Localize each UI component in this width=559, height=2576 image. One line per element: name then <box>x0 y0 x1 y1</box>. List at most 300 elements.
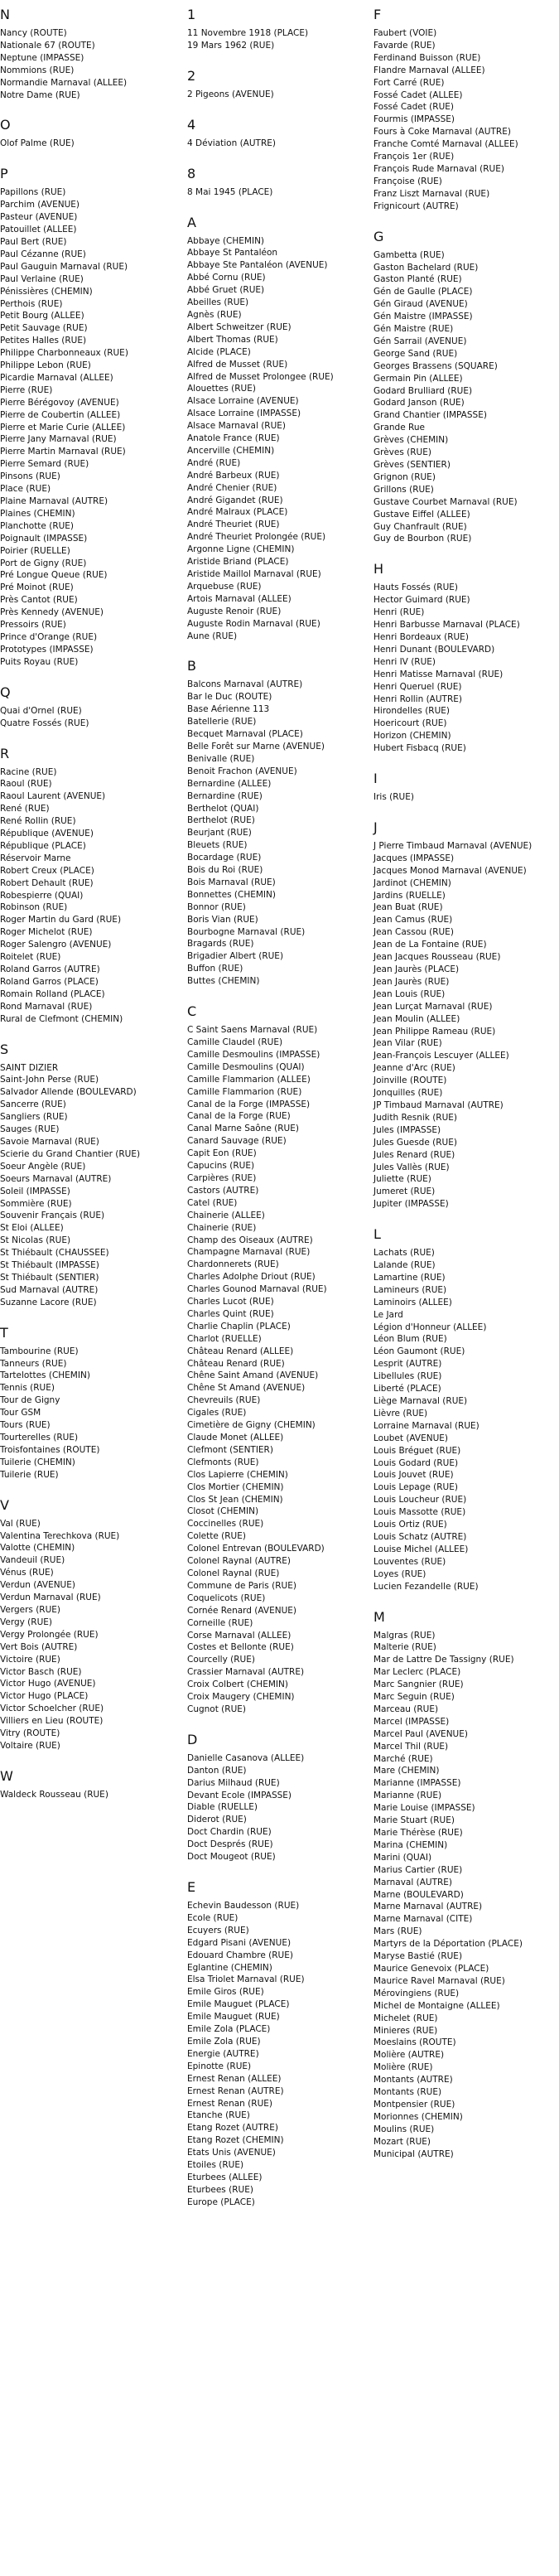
street-item[interactable]: Charlot (RUELLE) <box>187 1333 262 1344</box>
street-item[interactable]: Laminoirs (ALLEE) <box>373 1297 452 1307</box>
street-item[interactable]: Tennis (RUE) <box>0 1383 55 1394</box>
street-item[interactable]: Claude Monet (ALLEE) <box>187 1433 284 1443</box>
street-item[interactable]: Gaston Planté (RUE) <box>373 274 462 285</box>
street-item[interactable]: Lalande (RUE) <box>373 1260 436 1271</box>
street-item[interactable]: Cimetière de Gigny (CHEMIN) <box>187 1420 316 1431</box>
street-item[interactable]: René (RUE) <box>0 804 50 814</box>
street-item[interactable]: Papillons (RUE) <box>0 187 66 198</box>
street-item[interactable]: Françoise (RUE) <box>373 176 442 186</box>
street-item[interactable]: Edgard Pisani (AVENUE) <box>187 1937 292 1948</box>
street-item[interactable]: Parchim (AVENUE) <box>0 200 80 210</box>
street-item[interactable]: Abbaye St Pantaléon <box>187 248 278 259</box>
street-item[interactable]: Marina (CHEMIN) <box>373 1839 448 1850</box>
street-item[interactable]: Bourbogne Marnaval (RUE) <box>187 926 306 937</box>
street-item[interactable]: Doct Chardin (RUE) <box>187 1827 272 1838</box>
street-item[interactable]: Municipal (AUTRE) <box>373 2148 454 2159</box>
street-item[interactable]: Marne (BOULEVARD) <box>373 1889 464 1900</box>
street-item[interactable]: 11 Novembre 1918 (PLACE) <box>187 28 309 38</box>
street-item[interactable]: Rural de Clefmont (CHEMIN) <box>0 1013 123 1024</box>
street-item[interactable]: Gén Maistre (IMPASSE) <box>373 312 473 322</box>
street-item[interactable]: Plaine Marnaval (AUTRE) <box>0 496 108 506</box>
street-item[interactable]: Grèves (CHEMIN) <box>373 435 449 446</box>
street-item[interactable]: Mar de Lattre De Tassigny (RUE) <box>373 1655 514 1665</box>
street-item[interactable]: Pressoirs (RUE) <box>0 620 66 631</box>
street-item[interactable]: Benivalle (RUE) <box>187 753 255 764</box>
street-item[interactable]: Gén de Gaulle (PLACE) <box>373 287 473 297</box>
street-item[interactable]: Jean Moulin (ALLEE) <box>373 1013 460 1024</box>
street-item[interactable]: Marianne (RUE) <box>373 1791 442 1801</box>
street-item[interactable]: Elsa Triolet Marnaval (RUE) <box>187 1974 305 1985</box>
street-item[interactable]: Sud Marnaval (AUTRE) <box>0 1284 99 1295</box>
street-item[interactable]: Tuilerie (RUE) <box>0 1469 59 1480</box>
street-item[interactable]: Pré Moinot (RUE) <box>0 582 74 593</box>
street-item[interactable]: Boris Vian (RUE) <box>187 914 258 925</box>
street-item[interactable]: Molière (AUTRE) <box>373 2050 445 2061</box>
street-item[interactable]: Base Aérienne 113 <box>187 704 270 715</box>
street-item[interactable]: Hoericourt (RUE) <box>373 718 447 729</box>
street-item[interactable]: Vergers (RUE) <box>0 1604 61 1615</box>
street-item[interactable]: Chardonnerets (RUE) <box>187 1259 279 1270</box>
street-item[interactable]: Roger Salengro (AVENUE) <box>0 940 112 950</box>
street-item[interactable]: Louis Massotte (RUE) <box>373 1507 466 1518</box>
street-item[interactable]: Catel (RUE) <box>187 1197 238 1208</box>
street-item[interactable]: Le Jard <box>373 1309 403 1320</box>
street-item[interactable]: Canal Marne Saône (RUE) <box>187 1124 299 1134</box>
street-item[interactable]: Corse Marnaval (ALLEE) <box>187 1630 292 1641</box>
street-item[interactable]: Bragards (RUE) <box>187 939 254 950</box>
street-item[interactable]: Victor Hugo (PLACE) <box>0 1691 89 1702</box>
street-item[interactable]: Auguste Rodin Marnaval (RUE) <box>187 618 320 629</box>
street-item[interactable]: Loyes (RUE) <box>373 1568 426 1579</box>
street-item[interactable]: Alcide (PLACE) <box>187 346 251 357</box>
street-item[interactable]: Michel de Montaigne (ALLEE) <box>373 2000 500 2011</box>
street-item[interactable]: Juliette (RUE) <box>373 1174 431 1185</box>
street-item[interactable]: Roland Garros (AUTRE) <box>0 964 100 974</box>
street-item[interactable]: Emile Zola (RUE) <box>187 2036 261 2047</box>
street-item[interactable]: Nationale 67 (ROUTE) <box>0 40 95 51</box>
street-item[interactable]: Clefmont (SENTIER) <box>187 1444 273 1455</box>
street-item[interactable]: Molière (RUE) <box>373 2062 433 2073</box>
street-item[interactable]: Pierre Semard (RUE) <box>0 459 89 470</box>
street-item[interactable]: Bocardage (RUE) <box>187 853 262 863</box>
street-item[interactable]: Jumeret (RUE) <box>373 1187 436 1197</box>
street-item[interactable]: Port de Gigny (RUE) <box>0 558 87 568</box>
street-item[interactable]: Ernest Renan (RUE) <box>187 2098 272 2109</box>
street-item[interactable]: Vergy Prolongée (RUE) <box>0 1629 99 1640</box>
street-item[interactable]: Charlie Chaplin (PLACE) <box>187 1321 291 1331</box>
street-item[interactable]: Horizon (CHEMIN) <box>373 731 451 742</box>
street-item[interactable]: Abbaye Ste Pantaléon (AVENUE) <box>187 260 328 271</box>
street-item[interactable]: Raoul (RUE) <box>0 779 52 790</box>
street-item[interactable]: Grande Rue <box>373 423 425 433</box>
street-item[interactable]: Grand Chantier (IMPASSE) <box>373 410 487 421</box>
street-item[interactable]: Cornée Renard (AVENUE) <box>187 1605 297 1616</box>
street-item[interactable]: Ernest Renan (AUTRE) <box>187 2085 284 2096</box>
street-item[interactable]: Liberté (PLACE) <box>373 1384 441 1394</box>
street-item[interactable]: Olof Palme (RUE) <box>0 138 75 149</box>
street-item[interactable]: Frignicourt (AUTRE) <box>373 201 459 211</box>
street-item[interactable]: Jean Jaurès (RUE) <box>373 976 450 987</box>
street-item[interactable]: Pierre et Marie Curie (ALLEE) <box>0 422 126 433</box>
street-item[interactable]: Jardins (RUELLE) <box>373 890 446 901</box>
street-item[interactable]: Montants (AUTRE) <box>373 2075 453 2085</box>
street-item[interactable]: Nommions (RUE) <box>0 65 75 75</box>
street-item[interactable]: Tanneurs (RUE) <box>0 1358 67 1369</box>
street-item[interactable]: Batellerie (RUE) <box>187 717 257 727</box>
street-item[interactable]: Henri IV (RUE) <box>373 656 436 667</box>
street-item[interactable]: Pinsons (RUE) <box>0 471 60 482</box>
street-item[interactable]: Normandie Marnaval (ALLEE) <box>0 77 128 88</box>
street-item[interactable]: Marc Sangnier (RUE) <box>373 1679 464 1690</box>
street-item[interactable]: Chêne Saint Amand (AVENUE) <box>187 1370 319 1381</box>
street-item[interactable]: Bar le Duc (ROUTE) <box>187 692 272 703</box>
street-item[interactable]: Artois Marnaval (ALLEE) <box>187 593 292 604</box>
street-item[interactable]: Bernardine (ALLEE) <box>187 778 272 789</box>
street-item[interactable]: Fort Carré (RUE) <box>373 77 445 88</box>
street-item[interactable]: Fours à Coke Marnaval (AUTRE) <box>373 127 511 138</box>
street-item[interactable]: Cugnot (RUE) <box>187 1704 246 1714</box>
street-item[interactable]: Henri Barbusse Marnaval (PLACE) <box>373 620 520 631</box>
street-item[interactable]: Iris (RUE) <box>373 792 414 803</box>
street-item[interactable]: Alsace Marnaval (RUE) <box>187 421 287 432</box>
street-item[interactable]: Brigadier Albert (RUE) <box>187 951 284 962</box>
street-item[interactable]: Marc Seguin (RUE) <box>373 1692 455 1703</box>
street-item[interactable]: Buffon (RUE) <box>187 964 243 974</box>
street-item[interactable]: Godard Brulliard (RUE) <box>373 385 473 396</box>
street-item[interactable]: Place (RUE) <box>0 484 51 495</box>
street-item[interactable]: Carpières (RUE) <box>187 1172 257 1183</box>
street-item[interactable]: Près Cantot (RUE) <box>0 595 78 606</box>
street-item[interactable]: Jonquilles (RUE) <box>373 1088 443 1099</box>
street-item[interactable]: Jean de La Fontaine (RUE) <box>373 940 487 950</box>
street-item[interactable]: Paul Cézanne (RUE) <box>0 249 86 259</box>
street-item[interactable]: Louise Michel (ALLEE) <box>373 1544 469 1554</box>
street-item[interactable]: Lièvre (RUE) <box>373 1408 428 1418</box>
street-item[interactable]: Faubert (VOIE) <box>373 28 437 38</box>
street-item[interactable]: Patouillet (ALLEE) <box>0 225 77 235</box>
street-item[interactable]: Courcelly (RUE) <box>187 1655 255 1665</box>
street-item[interactable]: Marceau (RUE) <box>373 1704 439 1714</box>
street-item[interactable]: Waldeck Rousseau (RUE) <box>0 1789 108 1800</box>
street-item[interactable]: Marius Cartier (RUE) <box>373 1864 463 1875</box>
street-item[interactable]: C Saint Saens Marnaval (RUE) <box>187 1025 318 1036</box>
street-item[interactable]: Clos Lapierre (CHEMIN) <box>187 1469 288 1480</box>
street-item[interactable]: Emile Giros (RUE) <box>187 1987 264 1998</box>
street-item[interactable]: Clefmonts (RUE) <box>187 1457 259 1467</box>
street-item[interactable]: Marie Stuart (RUE) <box>373 1815 455 1826</box>
street-item[interactable]: Chevreuils (RUE) <box>187 1395 261 1406</box>
street-item[interactable]: Planchotte (RUE) <box>0 520 75 531</box>
street-item[interactable]: René Rollin (RUE) <box>0 816 76 827</box>
street-item[interactable]: Auguste Renoir (RUE) <box>187 606 282 616</box>
street-item[interactable]: Liège Marnaval (RUE) <box>373 1396 468 1406</box>
street-item[interactable]: Echevin Baudesson (RUE) <box>187 1901 300 1911</box>
street-item[interactable]: Lamineurs (RUE) <box>373 1284 447 1295</box>
street-item[interactable]: Guy Chanfrault (RUE) <box>373 521 467 532</box>
street-item[interactable]: Racine (RUE) <box>0 766 57 777</box>
street-item[interactable]: Berthelot (RUE) <box>187 815 255 826</box>
street-item[interactable]: Nancy (ROUTE) <box>0 28 67 38</box>
street-item[interactable]: Pierre Bérégovoy (AVENUE) <box>0 397 119 408</box>
street-item[interactable]: Pierre Jany Marnaval (RUE) <box>0 434 117 445</box>
street-item[interactable]: Edouard Chambre (RUE) <box>187 1950 293 1960</box>
street-item[interactable]: 19 Mars 1962 (RUE) <box>187 40 275 51</box>
street-item[interactable]: Légion d'Honneur (ALLEE) <box>373 1322 487 1332</box>
street-item[interactable]: Maurice Ravel Marnaval (RUE) <box>373 1975 505 1986</box>
street-item[interactable]: Vénus (RUE) <box>0 1568 54 1578</box>
street-item[interactable]: Europe (PLACE) <box>187 2197 255 2207</box>
street-item[interactable]: Grèves (SENTIER) <box>373 460 451 470</box>
street-item[interactable]: Valotte (CHEMIN) <box>0 1543 75 1554</box>
street-item[interactable]: Val (RUE) <box>0 1518 41 1529</box>
street-item[interactable]: Mozart (RUE) <box>373 2136 431 2147</box>
street-item[interactable]: Camille Claudel (RUE) <box>187 1037 283 1047</box>
street-item[interactable]: 2 Pigeons (AVENUE) <box>187 89 274 99</box>
street-item[interactable]: Rond Marnaval (RUE) <box>0 1001 93 1012</box>
street-item[interactable]: Franche Comté Marnaval (ALLEE) <box>373 139 518 150</box>
street-item[interactable]: Albert Schweitzer (RUE) <box>187 321 292 332</box>
street-item[interactable]: Marne Marnaval (AUTRE) <box>373 1902 483 1912</box>
street-item[interactable]: Marché (RUE) <box>373 1753 433 1764</box>
street-item[interactable]: Quatre Fossés (RUE) <box>0 718 89 728</box>
street-item[interactable]: Georges Brassens (SQUARE) <box>373 360 498 371</box>
street-item[interactable]: Argonne Ligne (CHEMIN) <box>187 544 295 555</box>
street-item[interactable]: Beurjant (RUE) <box>187 828 252 839</box>
street-item[interactable]: Gambetta (RUE) <box>373 249 445 260</box>
street-item[interactable]: Louis Bréguet (RUE) <box>373 1445 461 1456</box>
street-item[interactable]: Henri Bordeaux (RUE) <box>373 631 469 642</box>
street-item[interactable]: Bois du Roi (RUE) <box>187 865 263 876</box>
street-item[interactable]: Valentina Terechkova (RUE) <box>0 1530 120 1541</box>
street-item[interactable]: Ernest Renan (ALLEE) <box>187 2073 282 2084</box>
street-item[interactable]: 8 Mai 1945 (PLACE) <box>187 186 273 197</box>
street-item[interactable]: Abeilles (RUE) <box>187 297 249 308</box>
street-item[interactable]: Aristide Briand (PLACE) <box>187 557 289 568</box>
street-item[interactable]: Eglantine (CHEMIN) <box>187 1962 272 1973</box>
street-item[interactable]: Pierre Martin Marnaval (RUE) <box>0 447 126 457</box>
street-item[interactable]: Robert Dehault (RUE) <box>0 877 94 888</box>
street-item[interactable]: Ferdinand Buisson (RUE) <box>373 52 481 63</box>
street-item[interactable]: Marie Louise (IMPASSE) <box>373 1803 475 1814</box>
street-item[interactable]: Belle Forêt sur Marne (AVENUE) <box>187 741 325 752</box>
street-item[interactable]: Léon Gaumont (RUE) <box>373 1346 465 1357</box>
street-item[interactable]: Etanche (RUE) <box>187 2110 250 2121</box>
street-item[interactable]: George Sand (RUE) <box>373 348 458 359</box>
street-item[interactable]: Vitry (ROUTE) <box>0 1728 60 1739</box>
street-item[interactable]: Paul Verlaine (RUE) <box>0 273 84 284</box>
street-item[interactable]: Roger Martin du Gard (RUE) <box>0 915 122 926</box>
street-item[interactable]: Closot (CHEMIN) <box>187 1506 259 1517</box>
street-item[interactable]: Jules Guesde (RUE) <box>373 1137 457 1148</box>
street-item[interactable]: Victoire (RUE) <box>0 1654 60 1665</box>
street-item[interactable]: Soeurs Marnaval (AUTRE) <box>0 1173 112 1184</box>
street-item[interactable]: Tartelottes (CHEMIN) <box>0 1370 90 1381</box>
street-item[interactable]: Petites Halles (RUE) <box>0 336 87 346</box>
street-item[interactable]: Vert Bois (AUTRE) <box>0 1641 78 1652</box>
street-item[interactable]: Camille Desmoulins (QUAI) <box>187 1061 305 1072</box>
street-item[interactable]: Diderot (RUE) <box>187 1815 247 1825</box>
street-item[interactable]: Jeanne d'Arc (RUE) <box>373 1063 455 1074</box>
street-item[interactable]: André Malraux (PLACE) <box>187 507 288 518</box>
street-item[interactable]: Favarde (RUE) <box>373 40 436 51</box>
street-item[interactable]: Roitelet (RUE) <box>0 952 61 963</box>
street-item[interactable]: Grignon (RUE) <box>373 471 436 482</box>
street-item[interactable]: Lachats (RUE) <box>373 1248 435 1259</box>
street-item[interactable]: Philippe Charbonneaux (RUE) <box>0 348 128 359</box>
street-item[interactable]: Epinotte (RUE) <box>187 2061 252 2071</box>
street-item[interactable]: Marini (QUAI) <box>373 1852 432 1863</box>
street-item[interactable]: Godard Janson (RUE) <box>373 398 465 408</box>
street-item[interactable]: Henri (RUE) <box>373 607 425 618</box>
street-item[interactable]: Guy de Bourbon (RUE) <box>373 534 472 544</box>
street-item[interactable]: Alouettes (RUE) <box>187 384 256 394</box>
street-item[interactable]: Henri Dunant (BOULEVARD) <box>373 644 495 655</box>
street-item[interactable]: Grillons (RUE) <box>373 484 434 495</box>
street-item[interactable]: Henri Matisse Marnaval (RUE) <box>373 669 504 679</box>
street-item[interactable]: Cigales (RUE) <box>187 1408 247 1418</box>
street-item[interactable]: St Thiébault (CHAUSSEE) <box>0 1248 109 1259</box>
street-item[interactable]: Fossé Cadet (ALLEE) <box>373 89 463 100</box>
street-item[interactable]: Petit Bourg (ALLEE) <box>0 311 84 321</box>
street-item[interactable]: Jean Camus (RUE) <box>373 915 453 926</box>
street-item[interactable]: Jean Buat (RUE) <box>373 902 443 913</box>
street-item[interactable]: Eturbees (ALLEE) <box>187 2172 263 2182</box>
street-item[interactable]: Sangliers (RUE) <box>0 1112 68 1123</box>
street-item[interactable]: St Nicolas (RUE) <box>0 1235 71 1246</box>
street-item[interactable]: Morionnes (CHEMIN) <box>373 2111 463 2122</box>
street-item[interactable]: Malterie (RUE) <box>373 1642 436 1653</box>
street-item[interactable]: Doct Mougeot (RUE) <box>187 1852 276 1863</box>
street-item[interactable]: Champ des Oiseaux (AUTRE) <box>187 1235 313 1245</box>
street-item[interactable]: Jean Lurçat Marnaval (RUE) <box>373 1001 493 1012</box>
street-item[interactable]: André Theuriet Prolongée (RUE) <box>187 532 326 543</box>
street-item[interactable]: Petit Sauvage (RUE) <box>0 323 88 334</box>
street-item[interactable]: Commune de Paris (RUE) <box>187 1580 296 1591</box>
street-item[interactable]: Canal de la Forge (IMPASSE) <box>187 1099 311 1109</box>
street-item[interactable]: Robert Creux (PLACE) <box>0 865 94 876</box>
street-item[interactable]: Gén Maistre (RUE) <box>373 324 454 335</box>
street-item[interactable]: Berthelot (QUAI) <box>187 803 259 814</box>
street-item[interactable]: Alfred de Musset Prolongee (RUE) <box>187 371 334 382</box>
street-item[interactable]: Joinville (ROUTE) <box>373 1075 447 1086</box>
street-item[interactable]: Perthois (RUE) <box>0 298 63 309</box>
street-item[interactable]: Louis Loucheur (RUE) <box>373 1495 467 1505</box>
street-item[interactable]: Loubet (AVENUE) <box>373 1433 449 1443</box>
street-item[interactable]: Neptune (IMPASSE) <box>0 52 84 63</box>
street-item[interactable]: Pierre de Coubertin (ALLEE) <box>0 409 121 420</box>
street-item[interactable]: Jules Vallès (RUE) <box>373 1162 450 1172</box>
street-item[interactable]: Salvador Allende (BOULEVARD) <box>0 1087 137 1098</box>
street-item[interactable]: Abbé Cornu (RUE) <box>187 273 266 283</box>
street-item[interactable]: Coquelicots (RUE) <box>187 1592 266 1603</box>
street-item[interactable]: Voltaire (RUE) <box>0 1740 60 1751</box>
street-item[interactable]: Tour de Gigny <box>0 1395 60 1406</box>
street-item[interactable]: Martyrs de la Déportation (PLACE) <box>373 1939 523 1950</box>
street-item[interactable]: Mérovingiens (RUE) <box>373 1988 460 1998</box>
street-item[interactable]: Raoul Laurent (AVENUE) <box>0 791 106 802</box>
street-item[interactable]: Prototypes (IMPASSE) <box>0 644 94 655</box>
street-item[interactable]: Près Kennedy (AVENUE) <box>0 607 104 618</box>
street-item[interactable]: Gén Giraud (AVENUE) <box>373 299 468 310</box>
street-item[interactable]: Doct Després (RUE) <box>187 1839 273 1850</box>
street-item[interactable]: Roger Michelot (RUE) <box>0 927 93 938</box>
street-item[interactable]: Château Renard (RUE) <box>187 1358 285 1369</box>
street-item[interactable]: Michelet (RUE) <box>373 2013 438 2023</box>
street-item[interactable]: Ancerville (CHEMIN) <box>187 445 275 456</box>
street-item[interactable]: Louis Lepage (RUE) <box>373 1482 458 1493</box>
street-item[interactable]: Hubert Fisbacq (RUE) <box>373 743 466 754</box>
street-item[interactable]: Charles Adolphe Driout (RUE) <box>187 1272 316 1283</box>
street-item[interactable]: Henri Rollin (AUTRE) <box>373 694 462 704</box>
street-item[interactable]: Mare (CHEMIN) <box>373 1766 440 1776</box>
street-item[interactable]: François Rude Marnaval (RUE) <box>373 163 504 174</box>
street-item[interactable]: Canard Sauvage (RUE) <box>187 1136 287 1147</box>
street-item[interactable]: Lorraine Marnaval (RUE) <box>373 1420 479 1431</box>
street-item[interactable]: Bois Marnaval (RUE) <box>187 877 276 887</box>
street-item[interactable]: Vergy (RUE) <box>0 1617 52 1627</box>
street-item[interactable]: Eturbees (RUE) <box>187 2184 253 2195</box>
street-item[interactable]: Alsace Lorraine (AVENUE) <box>187 396 299 407</box>
street-item[interactable]: Benoit Frachon (AVENUE) <box>187 766 297 776</box>
street-item[interactable]: Marne Marnaval (CITE) <box>373 1914 473 1925</box>
street-item[interactable]: Henri Queruel (RUE) <box>373 681 462 692</box>
street-item[interactable]: Savoie Marnaval (RUE) <box>0 1136 99 1147</box>
street-item[interactable]: Poignault (IMPASSE) <box>0 533 88 544</box>
street-item[interactable]: Albert Thomas (RUE) <box>187 334 278 345</box>
street-item[interactable]: Alfred de Musset (RUE) <box>187 359 288 370</box>
street-item[interactable]: Charles Quint (RUE) <box>187 1308 274 1319</box>
street-item[interactable]: Marcel Paul (AVENUE) <box>373 1728 468 1739</box>
street-item[interactable]: Paul Gauguin Marnaval (RUE) <box>0 261 128 272</box>
street-item[interactable]: Château Renard (ALLEE) <box>187 1346 294 1356</box>
street-item[interactable]: Jean-François Lescuyer (ALLEE) <box>373 1051 509 1061</box>
street-item[interactable]: Marie Thérèse (RUE) <box>373 1828 463 1838</box>
street-item[interactable]: Colonel Entrevan (BOULEVARD) <box>187 1544 325 1554</box>
street-item[interactable]: Hauts Fossés (RUE) <box>373 582 459 593</box>
street-item[interactable]: Jacques (IMPASSE) <box>373 853 455 863</box>
street-item[interactable]: Jean Cassou (RUE) <box>373 927 454 938</box>
street-item[interactable]: Sancerre (RUE) <box>0 1100 66 1110</box>
street-item[interactable]: Soeur Angèle (RUE) <box>0 1161 86 1172</box>
street-item[interactable]: Libellules (RUE) <box>373 1371 442 1382</box>
street-item[interactable]: Quai d'Ornel (RUE) <box>0 705 82 716</box>
street-item[interactable]: Chainerie (RUE) <box>187 1222 257 1233</box>
street-item[interactable]: Hector Guimard (RUE) <box>373 595 470 606</box>
street-item[interactable]: Sommière (RUE) <box>0 1198 72 1209</box>
street-item[interactable]: André (RUE) <box>187 457 241 468</box>
street-item[interactable]: Philippe Lebon (RUE) <box>0 360 91 371</box>
street-item[interactable]: Jardinot (CHEMIN) <box>373 877 451 888</box>
street-item[interactable]: Léon Blum (RUE) <box>373 1334 447 1345</box>
street-item[interactable]: SAINT DIZIER <box>0 1062 59 1073</box>
street-item[interactable]: Lucien Fezandelle (RUE) <box>373 1581 479 1592</box>
street-item[interactable]: Etoiles (RUE) <box>187 2160 244 2171</box>
street-item[interactable]: Mar Leclerc (PLACE) <box>373 1667 461 1678</box>
street-item[interactable]: Robespierre (QUAI) <box>0 890 84 901</box>
street-item[interactable]: Colonel Raynal (RUE) <box>187 1568 280 1578</box>
street-item[interactable]: Jean Philippe Rameau (RUE) <box>373 1026 496 1037</box>
street-item[interactable]: St Thiébault (SENTIER) <box>0 1272 99 1283</box>
street-item[interactable]: Pierre (RUE) <box>0 384 53 395</box>
street-item[interactable]: Moeslains (ROUTE) <box>373 2037 456 2048</box>
street-item[interactable]: Souvenir Français (RUE) <box>0 1211 105 1221</box>
street-item[interactable]: Camille Desmoulins (IMPASSE) <box>187 1049 320 1060</box>
street-item[interactable]: Tambourine (RUE) <box>0 1346 79 1356</box>
street-item[interactable]: Bonnor (RUE) <box>187 901 246 912</box>
street-item[interactable]: Fossé Cadet (RUE) <box>373 102 454 113</box>
street-item[interactable]: Gén Sarrail (AVENUE) <box>373 336 467 346</box>
street-item[interactable]: Abbaye (CHEMIN) <box>187 235 265 246</box>
